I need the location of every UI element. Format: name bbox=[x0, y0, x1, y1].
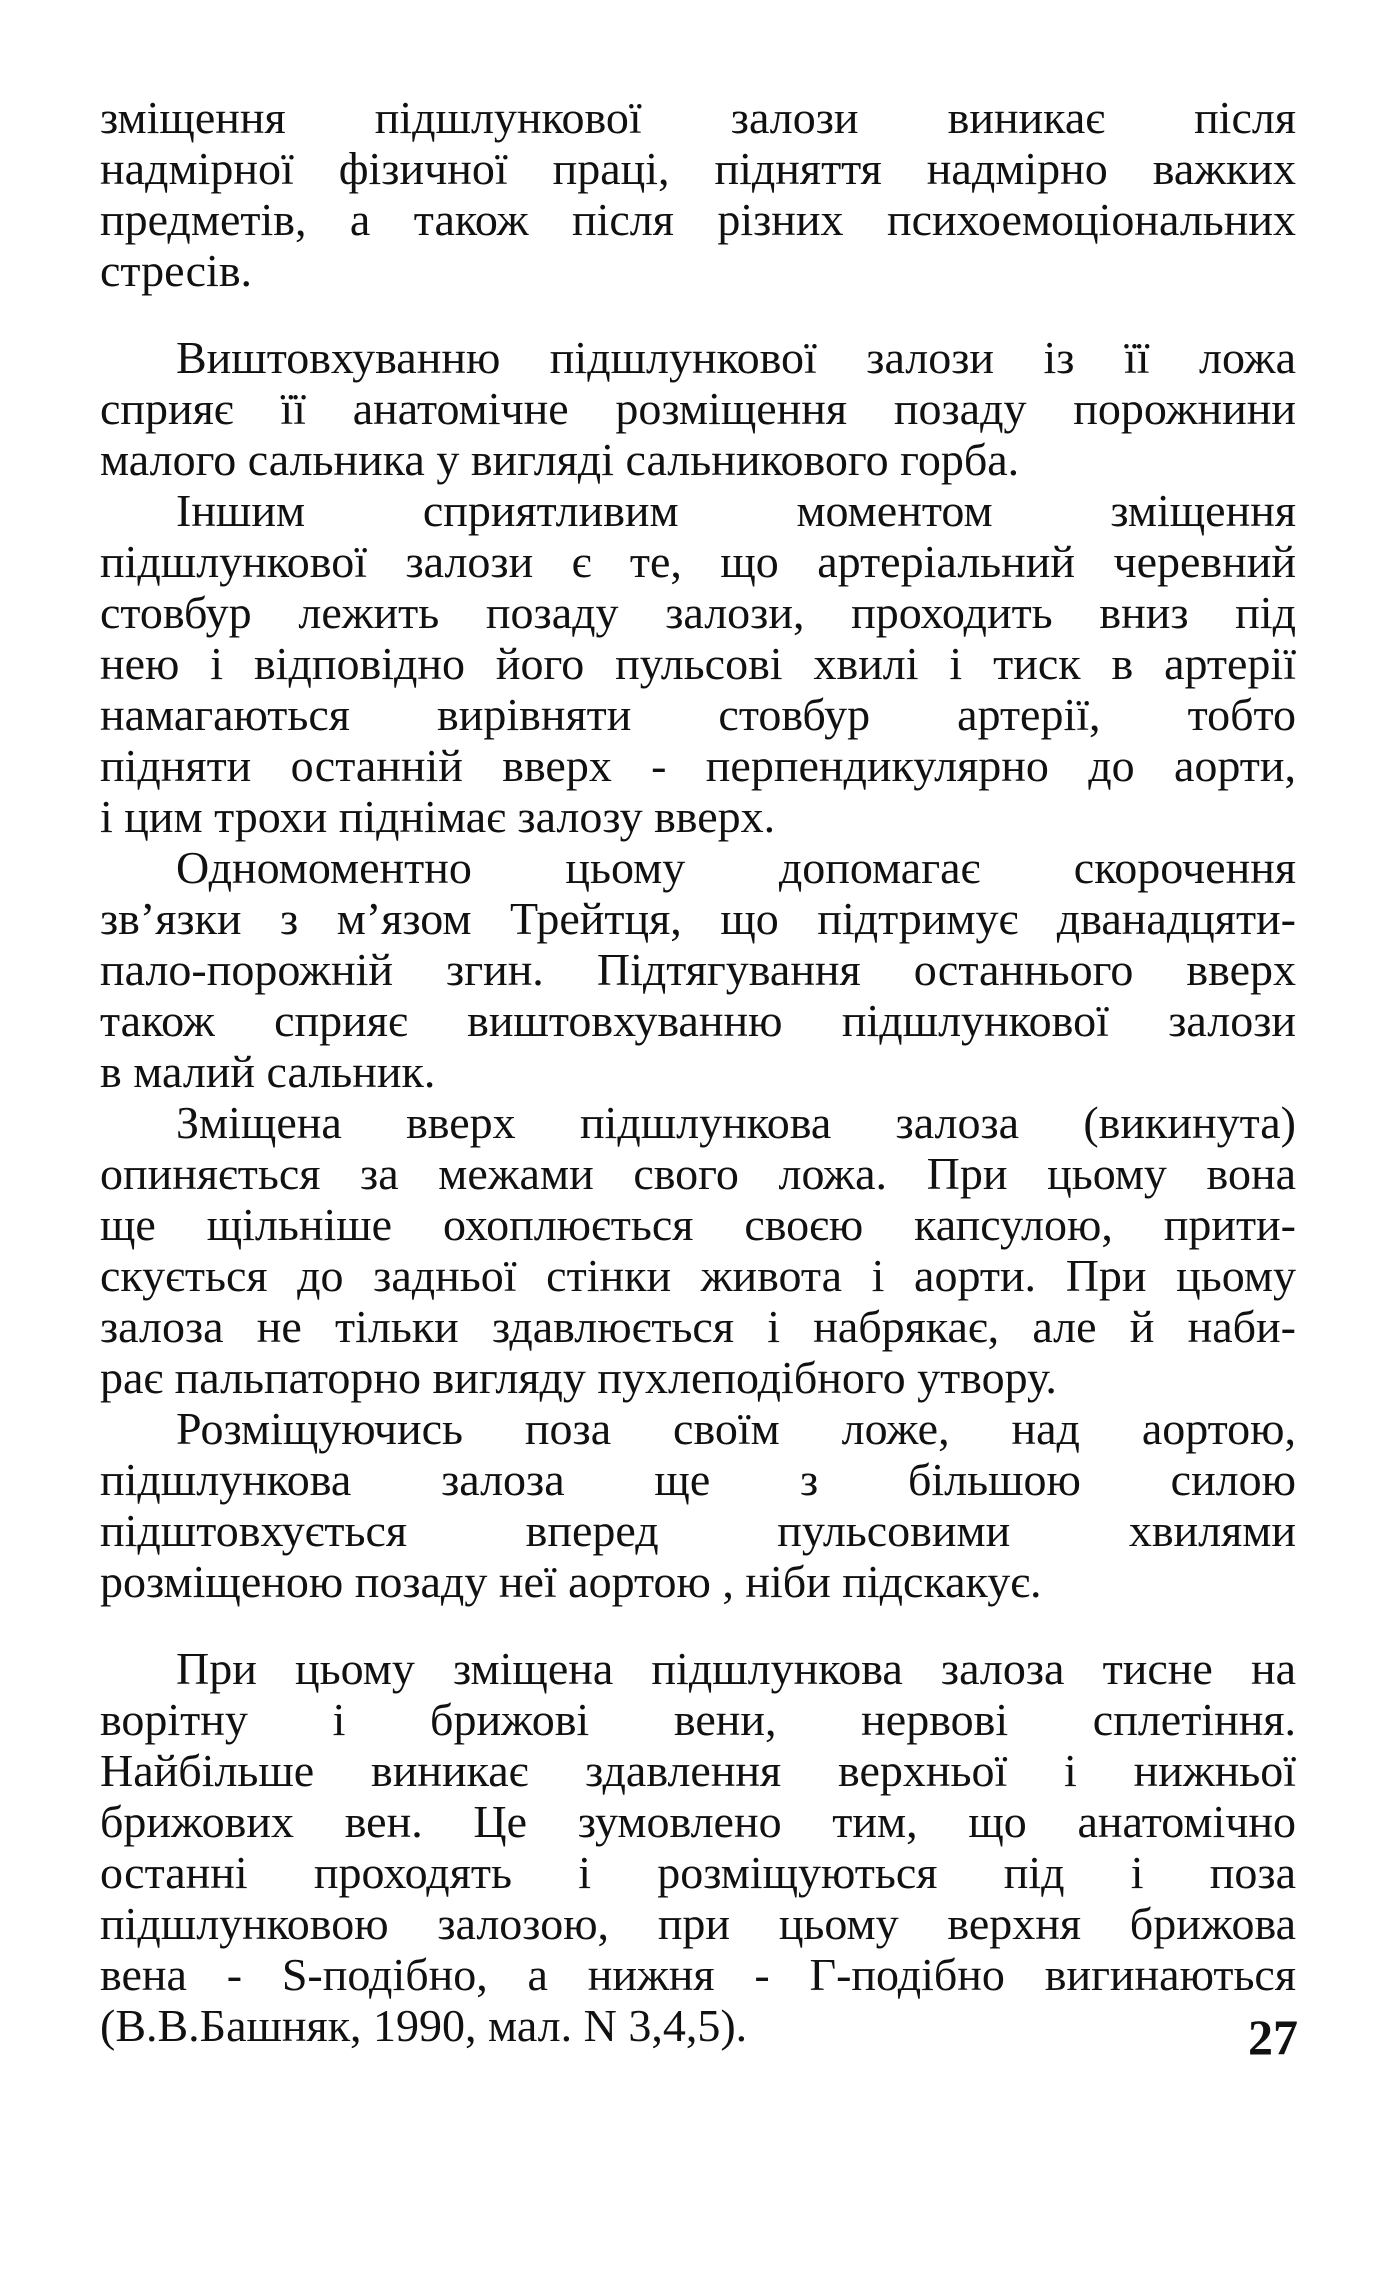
paragraph bbox=[100, 1403, 1296, 1607]
text-line: стресів. bbox=[100, 245, 253, 296]
text-line: Одномоментно цьому допомагає скорочення bbox=[176, 842, 1296, 893]
paragraph bbox=[100, 92, 1296, 296]
text-line: ще щільніше охоплюється своєю капсулою, прити- bbox=[100, 1199, 1296, 1250]
paragraph bbox=[100, 485, 1296, 842]
text-line: нею і відповідно його пульсові хвилі і тиск в артерії bbox=[100, 638, 1296, 689]
text-line: скується до задньої стінки живота і аорти. При цьому bbox=[100, 1250, 1296, 1301]
text-line: також сприяє виштовхуванню підшлункової залози bbox=[100, 995, 1296, 1046]
text-line: пало-порожній згин. Підтягування останнього вверх bbox=[100, 944, 1296, 995]
text-line: підшлункової залози є те, що артеріальний черевний bbox=[100, 536, 1296, 587]
text-line: Іншим сприятливим моментом зміщення bbox=[176, 485, 1296, 536]
text-line: При цьому зміщена підшлункова залоза тисне на bbox=[176, 1643, 1296, 1694]
text-line: стовбур лежить позаду залози, проходить вниз під bbox=[100, 587, 1296, 638]
page-number: 27 bbox=[1248, 2009, 1298, 2065]
text-line: Виштовхуванню підшлункової залози із її ложа bbox=[176, 332, 1296, 383]
paragraph bbox=[100, 332, 1296, 485]
text-line: (В.В.Башняк, 1990, мал. N 3,4,5). bbox=[100, 2000, 748, 2051]
paragraph-gap bbox=[100, 1607, 1296, 1643]
text-line: зв’язки з м’язом Трейтця, що підтримує дванадцяти- bbox=[100, 893, 1296, 944]
text-line: ворітну і брижові вени, нервові сплетіння. bbox=[100, 1694, 1296, 1745]
paragraph bbox=[100, 842, 1296, 1097]
paragraph bbox=[100, 1097, 1296, 1403]
text-line: Розміщуючись поза своїм ложе, над аортою, bbox=[176, 1403, 1296, 1454]
paragraph-gap bbox=[100, 296, 1296, 332]
text-line: надмірної фізичної праці, підняття надмірно важких bbox=[100, 143, 1296, 194]
book-page-text bbox=[100, 92, 1296, 2051]
text-line: Найбільше виникає здавлення верхньої і нижньої bbox=[100, 1745, 1296, 1796]
text-line: останні проходять і розміщуються під і поза bbox=[100, 1847, 1296, 1898]
text-line: зміщення підшлункової залози виникає після bbox=[100, 92, 1296, 143]
text-line: підштовхується вперед пульсовими хвилями bbox=[100, 1505, 1296, 1556]
text-line: вена - S-подібно, а нижня - Г-подібно вигинаються bbox=[100, 1949, 1296, 2000]
text-line: підняти останній вверх - перпендикулярно до аорти, bbox=[100, 740, 1296, 791]
text-line: підшлунковою залозою, при цьому верхня брижова bbox=[100, 1898, 1296, 1949]
text-line: розміщеною позаду неї аортою , ніби підскакує. bbox=[100, 1556, 1042, 1607]
text-line: в малий сальник. bbox=[100, 1046, 436, 1097]
text-line: Зміщена вверх підшлункова залоза (викинута) bbox=[176, 1097, 1296, 1148]
text-line: і цим трохи піднімає залозу вверх. bbox=[100, 791, 776, 842]
text-line: підшлункова залоза ще з більшою силою bbox=[100, 1454, 1296, 1505]
text-line: малого сальника у вигляді сальникового горба. bbox=[100, 434, 1020, 485]
text-line: рає пальпаторно вигляду пухлеподібного утвору. bbox=[100, 1352, 1057, 1403]
text-line: намагаються вирівняти стовбур артерії, тобто bbox=[100, 689, 1296, 740]
text-line: предметів, а також після різних психоемоціональних bbox=[100, 194, 1296, 245]
text-line: залоза не тільки здавлюється і набрякає, але й наби- bbox=[100, 1301, 1296, 1352]
paragraph bbox=[100, 1643, 1296, 2051]
text-line: брижових вен. Це зумовлено тим, що анатомічно bbox=[100, 1796, 1296, 1847]
text-line: опиняється за межами свого ложа. При цьому вона bbox=[100, 1148, 1296, 1199]
text-line: сприяє її анатомічне розміщення позаду порожнини bbox=[100, 383, 1296, 434]
